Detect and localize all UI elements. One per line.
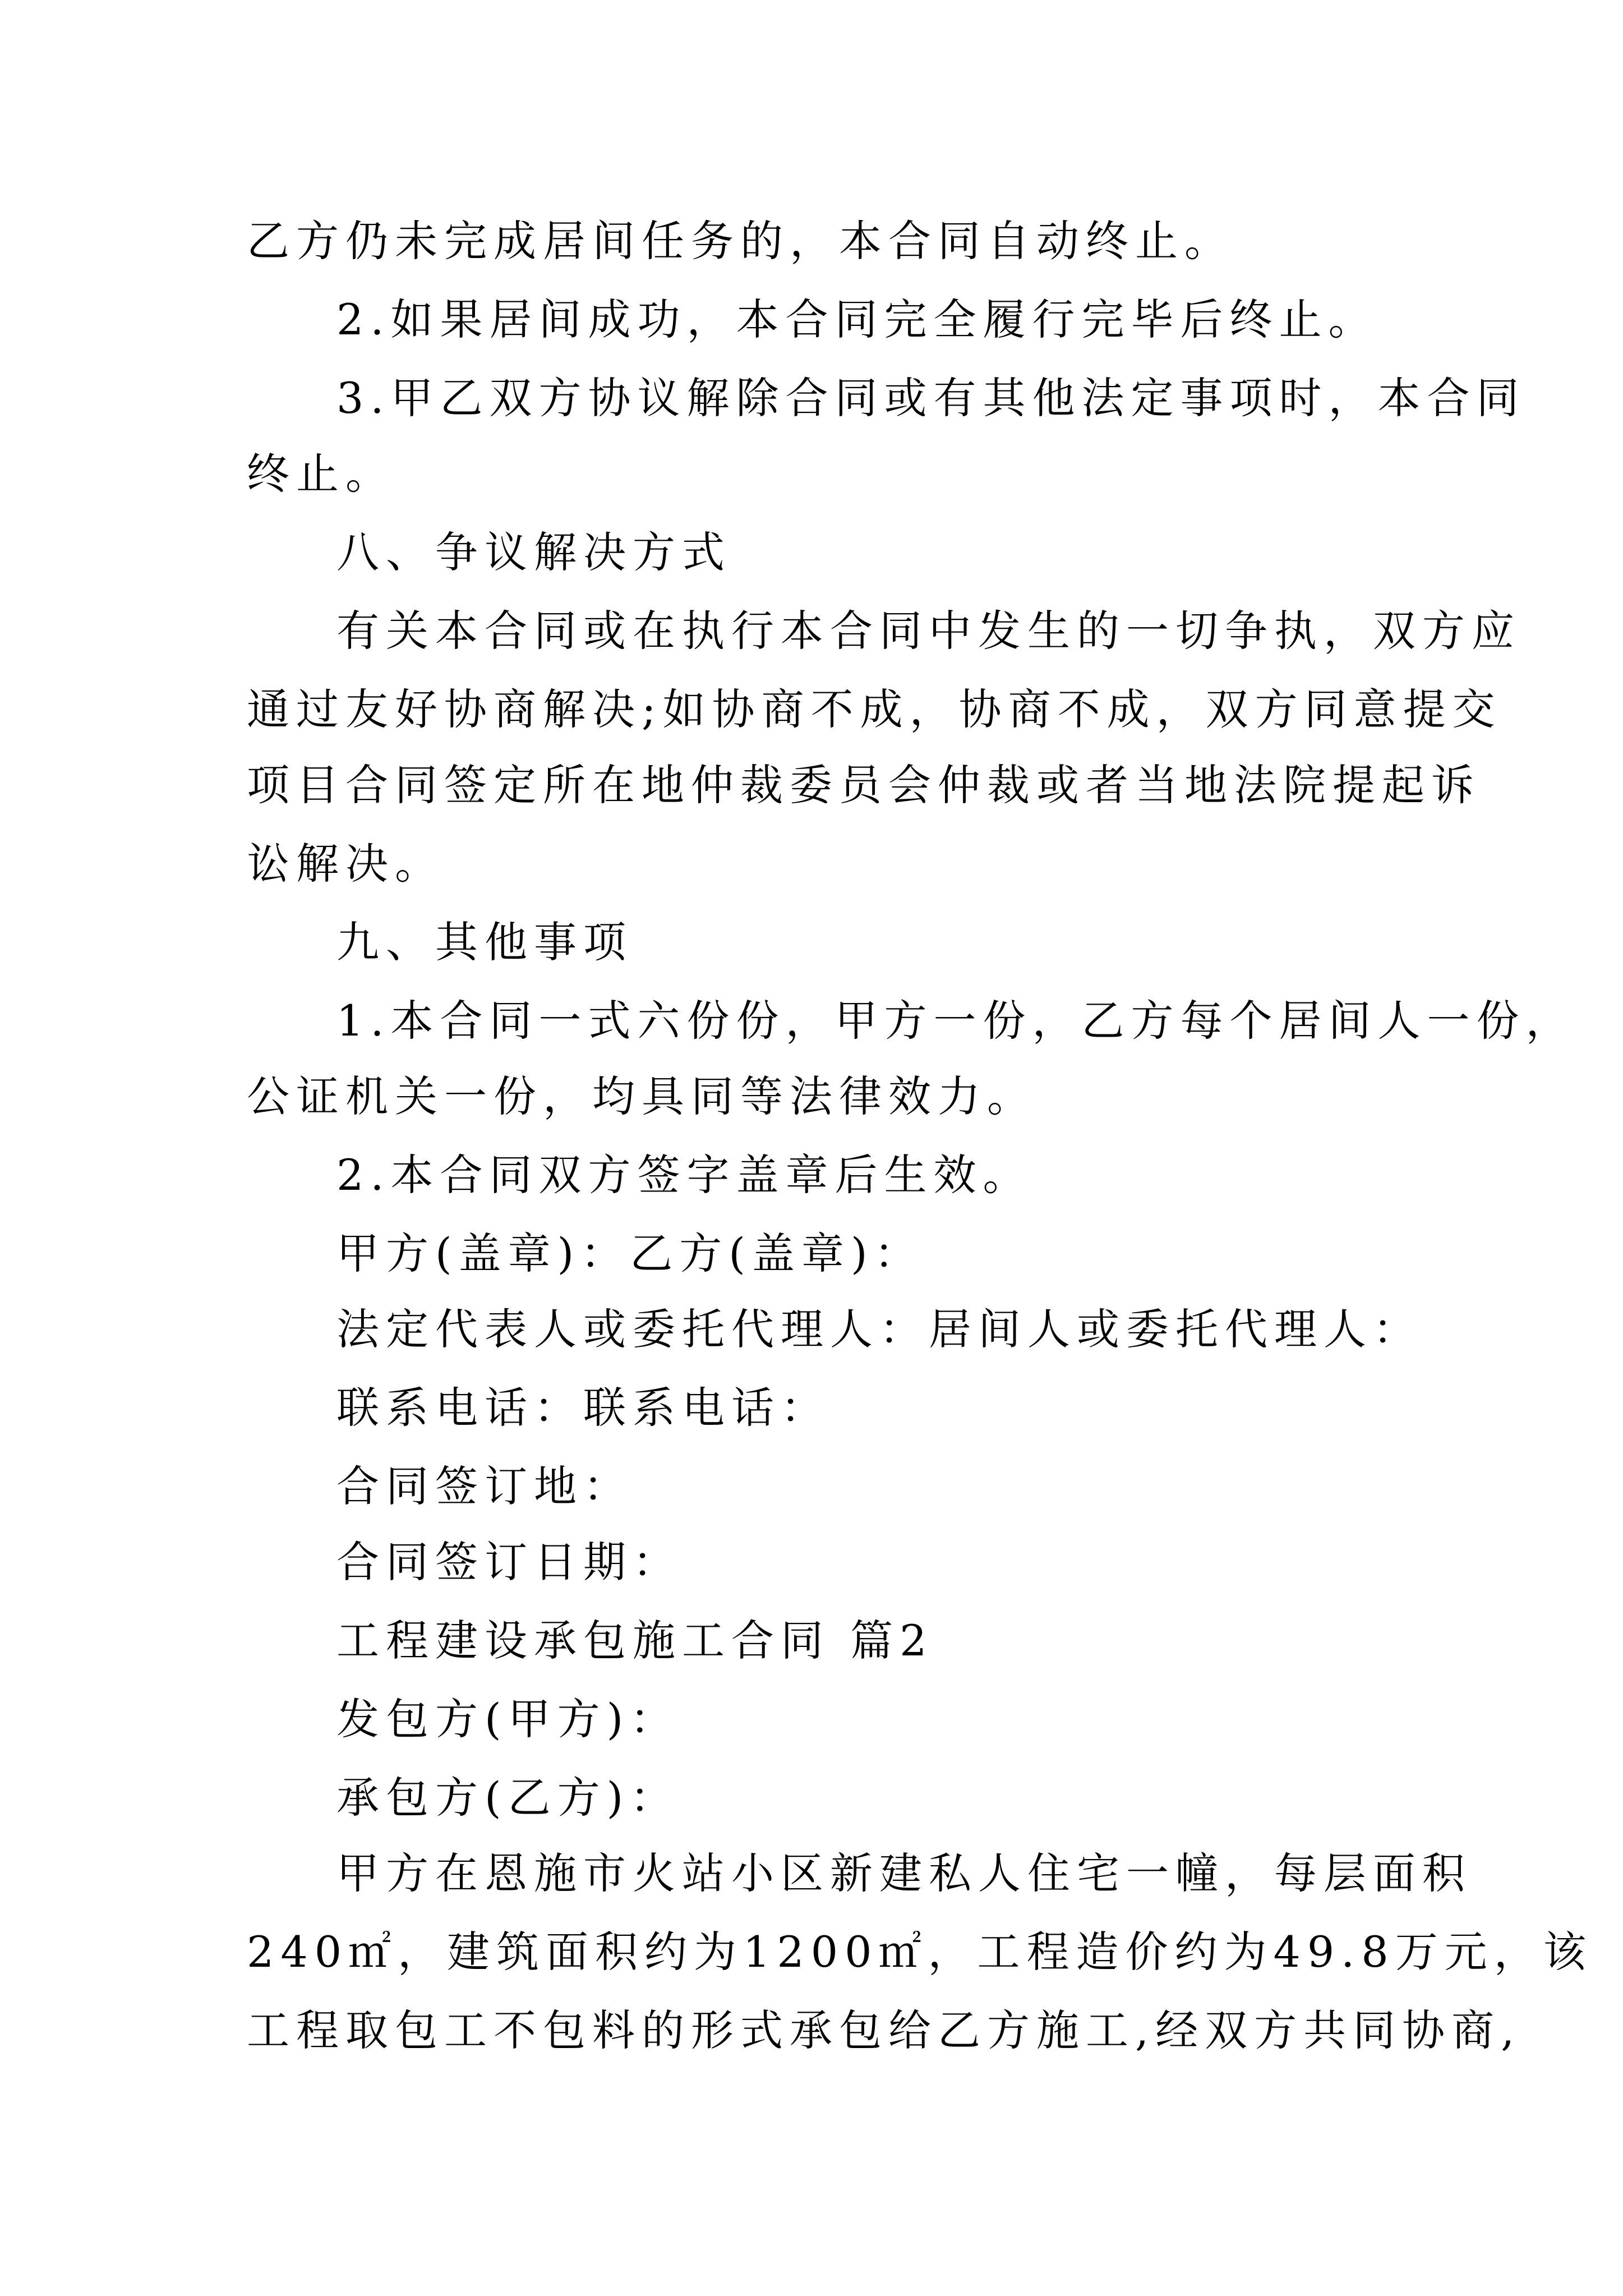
text-line: 终止。 [247,449,395,499]
text-line: 联系电话：联系电话： [336,1383,830,1433]
text-line: 工程取包工不包料的形式承包给乙方施工,经双方共同协商, [247,2005,1521,2055]
text-line: 讼解决。 [247,839,444,889]
text-line: 2.如果居间成功，本合同完全履行完毕后终止。 [336,295,1378,344]
text-line: 乙方仍未完成居间任务的，本合同自动终止。 [247,216,1234,266]
section-heading: 九、其他事项 [336,917,633,967]
text-line: 甲方在恩施市火站小区新建私人住宅一幢，每层面积 [336,1848,1472,1898]
text-line: 公证机关一份，均具同等法律效力。 [247,1071,1036,1121]
text-line: 240㎡，建筑面积约为1200㎡，工程造价约为49.8万元，该 [247,1927,1593,1977]
text-line: 甲方(盖章)：乙方(盖章)： [336,1228,924,1278]
text-line: 法定代表人或委托代理人：居间人或委托代理人： [336,1304,1422,1354]
text-line: 发包方(甲方)： [336,1694,680,1744]
text-line: 2.本合同双方签字盖章后生效。 [336,1150,1032,1200]
section-title: 工程建设承包施工合同 篇2 [336,1616,934,1665]
text-line: 项目合同签定所在地仲裁委员会仲裁或者当地法院提起诉 [247,760,1481,810]
text-line: 通过友好协商解决;如协商不成，协商不成，双方同意提交 [247,684,1502,734]
text-line: 1.本合同一式六份份，甲方一份，乙方每个居间人一份， [336,996,1575,1046]
text-line: 3.甲乙双方协议解除合同或有其他法定事项时，本合同 [336,373,1526,423]
text-line: 有关本合同或在执行本合同中发生的一切争执，双方应 [336,606,1521,656]
text-line: 合同签订地： [336,1461,633,1511]
text-line: 合同签订日期： [336,1537,682,1587]
text-line: 承包方(乙方)： [336,1773,680,1823]
section-heading: 八、争议解决方式 [336,527,731,577]
